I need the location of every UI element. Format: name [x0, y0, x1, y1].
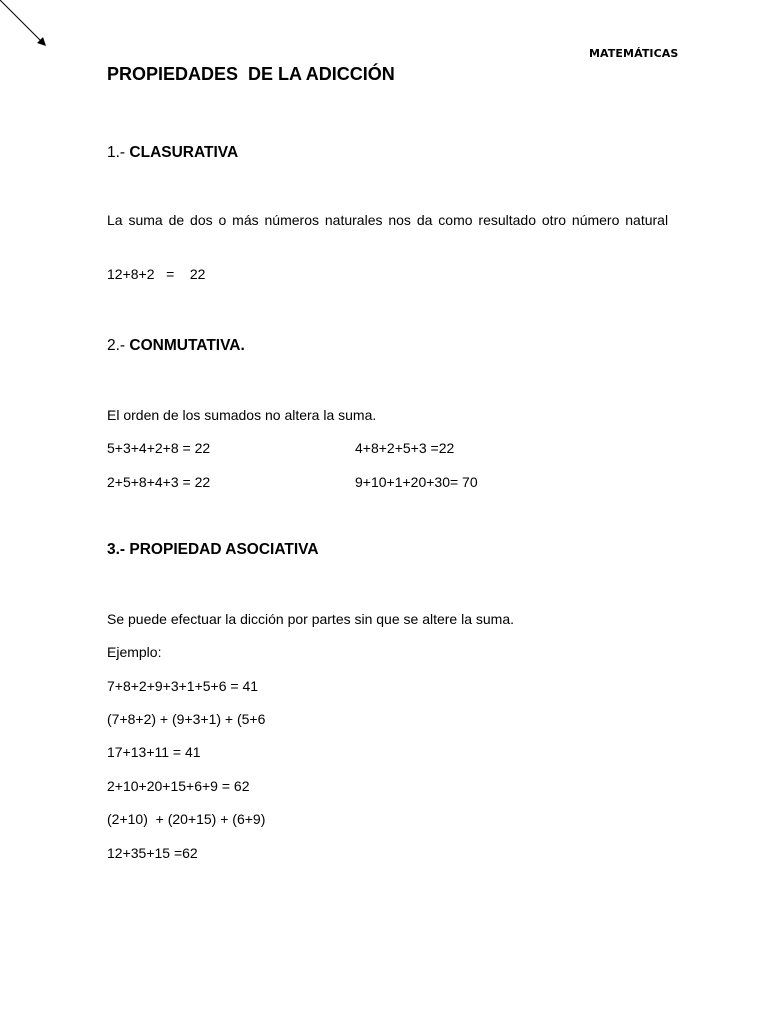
header-subject: MATEMÁTICAS [589, 47, 679, 60]
section-heading-asociativa: 3.- PROPIEDAD ASOCIATIVA [107, 541, 319, 558]
section-title: CONMUTATIVA. [129, 337, 245, 354]
page-title: PROPIEDADES DE LA ADICCIÓN [107, 64, 395, 84]
section-number: 1.- [107, 144, 126, 161]
asociativa-line: 7+8+2+9+3+1+5+6 = 41 [107, 678, 259, 694]
arrow-icon [0, 0, 50, 50]
section-title: CLASURATIVA [129, 144, 239, 161]
asociativa-line: (2+10) + (20+15) + (6+9) [107, 811, 266, 827]
conmutativa-example-right: 9+10+1+20+30= 70 [355, 474, 478, 490]
conmutativa-example-left: 2+5+8+4+3 = 22 [107, 474, 211, 490]
asociativa-line: (7+8+2) + (9+3+1) + (5+6 [107, 711, 266, 727]
section-heading-conmutativa [107, 337, 245, 355]
conmutativa-example-left: 5+3+4+2+8 = 22 [107, 440, 211, 456]
asociativa-line: 2+10+20+15+6+9 = 62 [107, 778, 250, 794]
asociativa-line: 12+35+15 =62 [107, 845, 198, 861]
conmutativa-description: El orden de los sumados no altera la suma. [107, 407, 377, 423]
asociativa-line: 17+13+11 = 41 [107, 744, 201, 760]
section-number: 2.- [107, 337, 126, 354]
conmutativa-example-right: 4+8+2+5+3 =22 [355, 440, 455, 456]
clausurativa-example: 12+8+2 = 22 [107, 266, 206, 282]
example-label: Ejemplo: [107, 644, 162, 660]
asociativa-description: Se puede efectuar la dicción por partes sin que se altere la suma. [107, 611, 515, 627]
section-heading-clausurativa [107, 144, 238, 162]
clausurativa-description: La suma de dos o más números naturales nos da como resultado otro número natural [107, 212, 669, 228]
